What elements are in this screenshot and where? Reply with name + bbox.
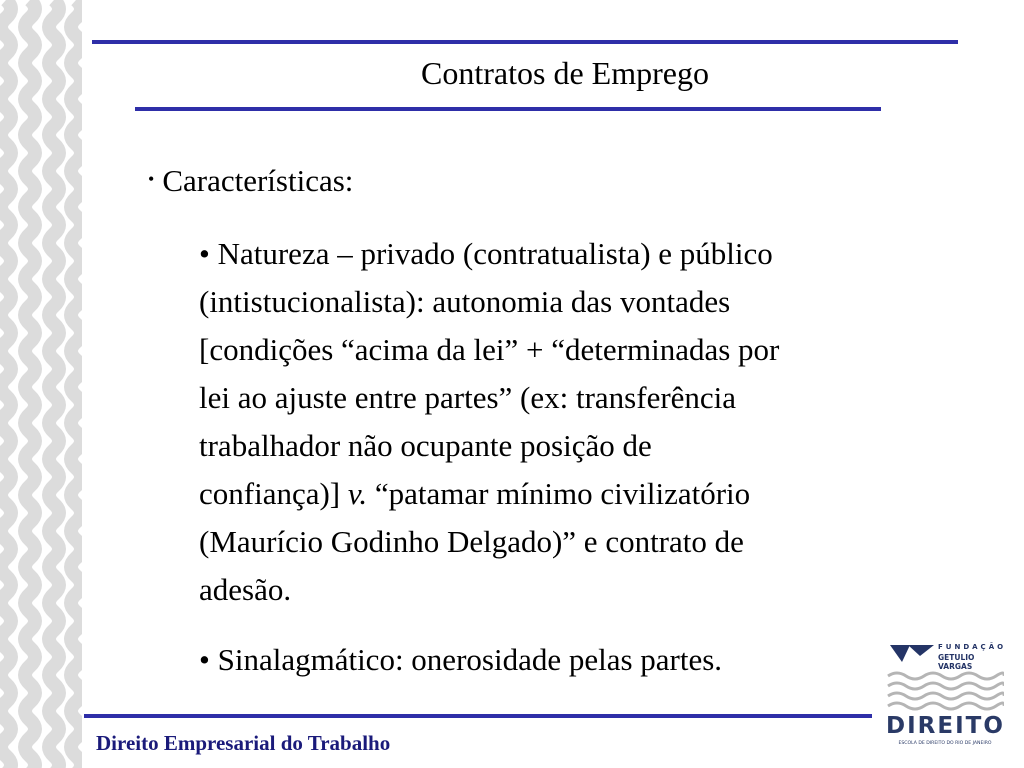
fgv-mark-icon [888, 642, 936, 666]
header-rule-bottom [135, 107, 881, 111]
logo-fundacao: FUNDAÇÃO [938, 643, 1007, 651]
fgv-direito-logo [886, 640, 1006, 750]
text-line: (intistucionalista): autonomia das vontades [199, 284, 731, 319]
wave-stripe [71, 0, 81, 768]
side-wave-decoration [0, 0, 82, 768]
text-line: trabalhador não ocupante posição de [199, 428, 652, 463]
italic-versus: v. [347, 476, 368, 511]
wave-stripe [25, 0, 35, 768]
text-line: • Natureza – privado (contratualista) e público [199, 236, 773, 271]
text-segment: confiança)] [199, 476, 348, 511]
logo-direito: DIREITO [886, 713, 1005, 739]
footer-rule [84, 714, 872, 718]
main-bullet [148, 163, 353, 199]
main-bullet-text: Características: [162, 163, 354, 198]
sub-bullet-sinalagmatico [199, 636, 959, 684]
header-rule-top [92, 40, 958, 44]
logo-getulio-vargas: GETULIO VARGAS [938, 653, 975, 671]
text-line: lei ao ajuste entre partes” (ex: transferência [199, 380, 737, 415]
wave-stripe [1, 0, 11, 768]
text-line: adesão. [199, 572, 292, 607]
text-line: (Maurício Godinho Delgado)” e contrato de [199, 524, 744, 559]
wave-stripe [49, 0, 59, 768]
text-segment: “patamar mínimo civilizatório [367, 476, 751, 511]
logo-escola: ESCOLA DE DIREITO DO RIO DE JANEIRO [898, 741, 992, 746]
footer-text: Direito Empresarial do Trabalho [96, 731, 391, 755]
page-title: Contratos de Emprego [421, 55, 709, 91]
text-line [199, 470, 959, 518]
bullet-dot: • [148, 169, 155, 189]
sub-bullet-natureza [199, 230, 959, 614]
logo-waves-icon [886, 670, 1004, 712]
text-line: • Sinalagmático: onerosidade pelas partes. [199, 642, 723, 677]
text-line: [condições “acima da lei” + “determinadas por [199, 332, 780, 367]
